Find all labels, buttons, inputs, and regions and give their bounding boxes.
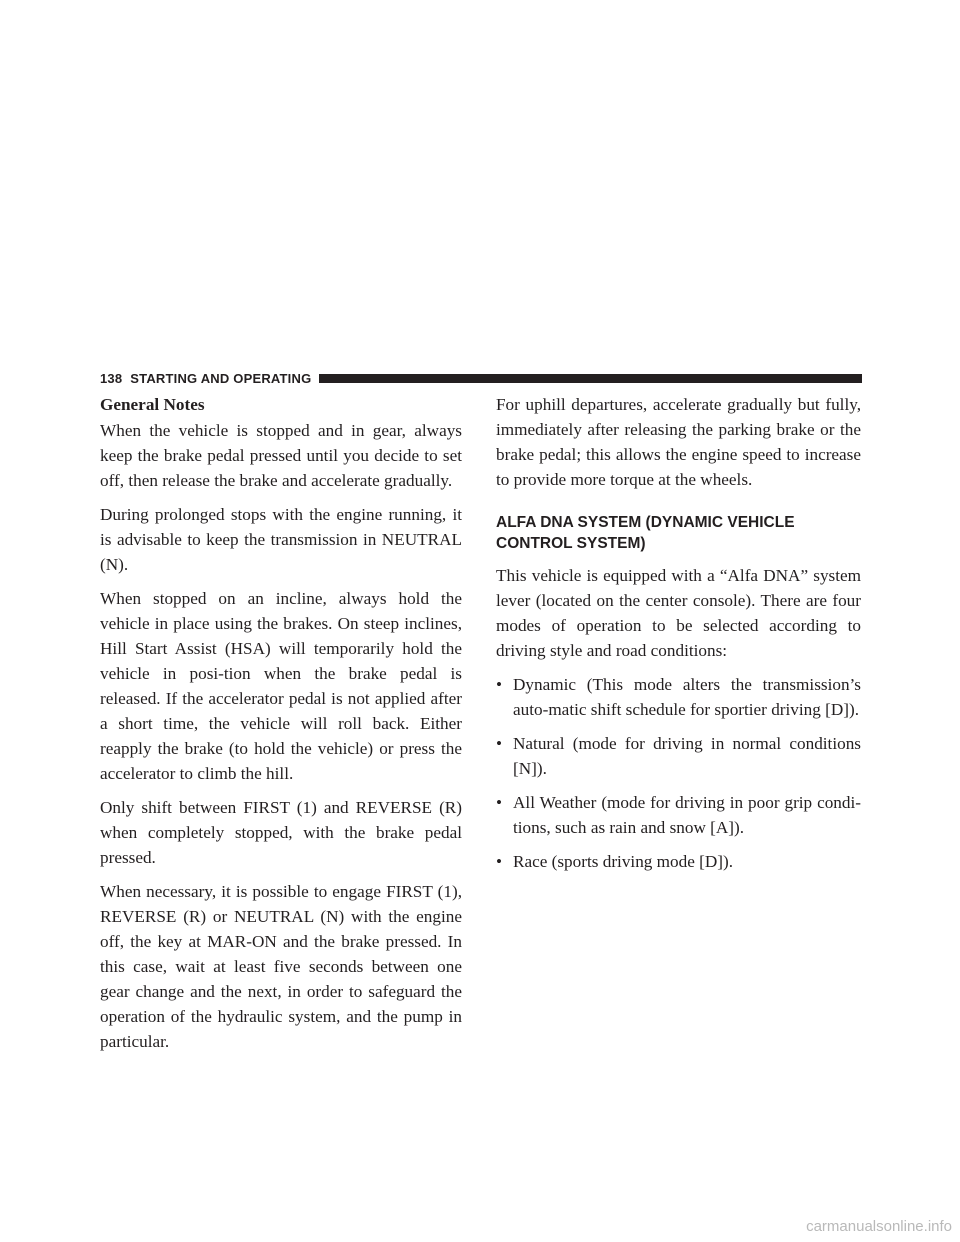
bullet: • xyxy=(496,793,503,812)
mode-list xyxy=(496,672,861,874)
right-column xyxy=(496,392,861,883)
list-item xyxy=(496,790,861,840)
alfa-dna-heading: ALFA DNA SYSTEM (DYNAMIC VEHICLE CONTROL SYSTEM) xyxy=(496,514,795,552)
paragraph: When necessary, it is possible to engage FIRST (1), REVERSE (R) or NEUTRAL (N) with the engine off, the key at MAR-ON and the brake pressed. In this case, wait at least five seconds between one gear change and the next, in order to safeguard the operation of the hydraulic system, and the pump in particular. xyxy=(100,882,462,1051)
watermark: carmanualsonline.info xyxy=(806,1218,952,1235)
header-rule xyxy=(319,374,862,383)
list-item xyxy=(496,672,861,722)
uphill-paragraph: For uphill departures, accelerate gradually but fully, immediately after releasing the parking brake or the brake pedal; this allows the engine speed to increase to provide more torque at the wheels. xyxy=(496,395,861,489)
section-title: STARTING AND OPERATING xyxy=(130,370,312,386)
general-notes-heading: General Notes xyxy=(100,395,205,414)
paragraph: During prolonged stops with the engine running, it is advisable to keep the transmission in NEUTRAL (N). xyxy=(100,505,462,574)
list-item-text: All Weather (mode for driving in poor grip condi-tions, such as rain and snow [A]). xyxy=(513,793,861,837)
paragraph: Only shift between FIRST (1) and REVERSE (R) when completely stopped, with the brake pedal pressed. xyxy=(100,798,462,867)
list-item xyxy=(496,731,861,781)
bullet: • xyxy=(496,734,503,753)
list-item xyxy=(496,849,861,874)
list-item-text: Natural (mode for driving in normal conditions [N]). xyxy=(513,734,861,778)
paragraph: When stopped on an incline, always hold the vehicle in place using the brakes. On steep inclines, Hill Start Assist (HSA) will temporarily hold the vehicle in posi-tion when the brake pedal is released. If the accelerator pedal is not applied after a short time, the vehicle will roll back. Either reapply the brake (to hold the vehicle) or press the accelerator to climb the hill. xyxy=(100,589,462,783)
list-item-text: Race (sports driving mode [D]). xyxy=(513,852,734,871)
bullet: • xyxy=(496,852,503,871)
paragraph: When the vehicle is stopped and in gear, always keep the brake pedal pressed until you decide to set off, then release the brake and accelerate gradually. xyxy=(100,421,462,490)
alfa-dna-paragraph: This vehicle is equipped with a “Alfa DNA” system lever (located on the center console). There are four modes of operation to be selected according to driving style and road conditions: xyxy=(496,566,861,660)
left-column xyxy=(100,392,462,1063)
list-item-text: Dynamic (This mode alters the transmission’s auto-matic shift schedule for sportier driving [D]). xyxy=(513,675,861,719)
page-number: 138 xyxy=(100,370,123,386)
page-header xyxy=(100,368,862,388)
bullet: • xyxy=(496,675,503,694)
